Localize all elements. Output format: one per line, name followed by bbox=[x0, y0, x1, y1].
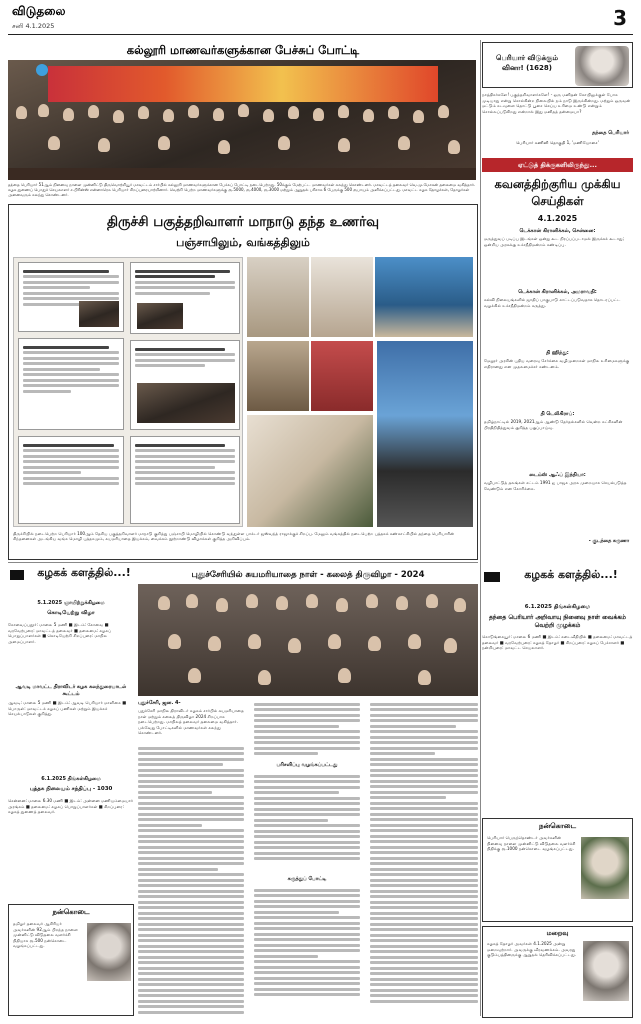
periyar-portrait bbox=[575, 46, 629, 86]
periyar-quote-box bbox=[482, 40, 633, 154]
news-item-source: தி ஹிந்து: bbox=[546, 350, 569, 356]
news-box-title: கவனத்திற்குரிய முக்கிய செய்திகள் bbox=[494, 177, 621, 208]
bookfair-photos bbox=[247, 257, 473, 527]
news-item-source: டெக்கான் கிரானிக்கல், அமராவதி: bbox=[518, 289, 597, 295]
lead-story bbox=[8, 40, 478, 200]
news-box-items bbox=[484, 228, 631, 536]
clipping-1 bbox=[18, 262, 124, 332]
news-item-source: டைம்ஸ் ஆஃப் இந்தியா: bbox=[529, 472, 586, 478]
news-item-text: தமிழ்நாட்டில் 2019, 2021ஆம் ஆண்டு தேர்தல்களில் வென்ற கட்சிகளின் பிரதிநிதித்துவம் குறித்த பகுப்பாய்வு. bbox=[484, 419, 623, 430]
conference-caption: திருச்சியில் நடைபெற்ற பெரியார் 100ஆம் தேசிய பகுத்தறிவாளர் மாநாடு குறித்து பஞ்சாபி மொழியில் கொண்டு வந்துள்ள பாக்டர் ஜஸ்வந்த் ராஜாக்குச் சிறப்பு. மேலும் வங்கத்தில் நடைபெற்ற புத்தகக் கண்காட்சியில் தந்தை பெரியாரின் சிந்தனைகள் அடங்கிய வங்க மொழி புத்தகமும், சுயமரியாதை இயக்கம், வைக்கம் நூற்றாண்டு விழாக்கள் குறித்த அறிவிப்பும். bbox=[13, 531, 455, 542]
donation-text: பெரியார் பெருந்தொண்டர் அவர்களின் நினைவு நாளை முன்னிட்டு விடுதலை வளர்ச்சி நிதிக்கு ரூ.1000 நன்கொடை வழங்கப்பட்டது. bbox=[487, 835, 576, 852]
kazhaga-right-event-text: கொடுங்கையூர்: மாலை 6 மணி ■ இடம்: கடைவீதியில் ■ தலைமை: மாவட்டத் தலைவர் ■ வரவேற்புரை: கழகத் தோழர் ■ சிறப்புரை: கழகப் பேச்சாளர் ■ நன்றியுரை: மாவட்ட செயலாளர். bbox=[482, 634, 633, 651]
periyar-quote-source: பெரியார் கணினி தொகுதி 1, 'மணியோசை' bbox=[516, 140, 599, 145]
news-item bbox=[484, 472, 631, 533]
kazhaga-right-event-title: தந்தை பெரியார் அறிவாயு நினைவு நாள் வைக்கம் வெற்றி முழக்கம் bbox=[488, 614, 627, 629]
puducherry-subhead-1: பரிசளிப்பு வழங்கப்பட்டது bbox=[276, 762, 338, 768]
kazhaga-left bbox=[8, 564, 134, 904]
kazhaga-right bbox=[482, 564, 633, 814]
donation-portrait bbox=[581, 837, 629, 899]
news-item bbox=[484, 289, 631, 350]
bookfair-photo-7 bbox=[377, 341, 473, 527]
news-item bbox=[484, 411, 631, 472]
obituary-box bbox=[482, 926, 633, 1018]
news-box-signature: - குடந்தை கருணா bbox=[588, 539, 629, 544]
lead-caption: தந்தை பெரியார் 51ஆம் நினைவு நாளை முன்னிட்டு திருவொற்றியூர் மாவட்டம் சார்பில் கல்லூரி மாணவர்களுக்கான பேச்சுப் போட்டி நடைபெற்றது. 50க்கும் மேற்பட்ட மாணவர்கள் கலந்து கொண்டனர். மாவட்டத் தலைவர் வெ.மு.மோகன் தலைமை வகித்தார். கழக துணைப் பொதுச் செயலாளர் ச.பிரின்ஸ் என்னாரெசு பெரியார் சிறப்புரையாற்றினார். வெற்றி பெற்ற மாணவர்களுக்கு ரூ.5000, ரூ.4000, ரூ.3000 மற்றும் ஆறுதல் பரிசாக 6 பேருக்கு 500 ரூபாயும் அளிக்கப்பட்டது. மாவட்ட கழக தோழர்கள், தோழர்கள் அனைவரும் கலந்து கொண்டனர். bbox=[8, 182, 476, 197]
news-item-text: மேலூர் அரசின் புதிய வரைவு சேர்க்கை வழிமுறைகள் மாநில உரிமைகளுக்கு எதிரானது என முதலமைச்சர் கண்டனம். bbox=[484, 358, 630, 369]
kazhaga-left-event1-date: 5.1.2025 ஞாயிற்றுக்கிழமை bbox=[37, 600, 105, 606]
flag-icon bbox=[10, 570, 24, 580]
news-item-text: கல்வி நிலையங்களில் ஜாதிப் பாகுபாடு காட்டப்படுவதாக தொடரப்பட்ட வழக்கில் உச்சநீதிமன்றம் கருத்து. bbox=[484, 297, 621, 308]
clipping-4 bbox=[130, 340, 240, 430]
clipping-5 bbox=[18, 436, 124, 524]
puducherry-body-col2c bbox=[254, 886, 360, 1008]
periyar-quote-label-box bbox=[482, 42, 633, 88]
puducherry-headline: புதுச்சேரியில் சுயமரியாதை நாள் - கலைத் திருவிழா - 2024 bbox=[191, 570, 425, 580]
clipping-6 bbox=[130, 436, 240, 524]
bookfair-photo-2 bbox=[311, 257, 373, 337]
lead-photo-stage bbox=[8, 168, 476, 180]
conference-headline: திருச்சி பகுத்தறிவாளர் மாநாடு தந்த உணர்வு bbox=[106, 214, 380, 230]
kazhaga-right-event-date: 6.1.2025 திங்கள்கிழமை bbox=[524, 604, 591, 610]
issue-date: சனி 4.1.2025 bbox=[12, 22, 55, 30]
puducherry-body-col2b bbox=[254, 772, 360, 868]
kazhaga-left-event2-text: ஆவடி: மாலை 5 மணி ■ இடம்: ஆவடி பெரியார் மாளிகை ■ பொருள்: மாவட்டக் கழகப் பணிகள் மற்றும் இயக்கச் செயல்பாடுகள் குறித்து. bbox=[8, 700, 127, 717]
conference-story bbox=[8, 204, 478, 560]
donation-box-right bbox=[482, 818, 633, 922]
bookfair-photo-1 bbox=[247, 257, 309, 337]
bookfair-photo-4 bbox=[247, 341, 309, 411]
periyar-quote-author: தந்தை பெரியார் bbox=[592, 130, 629, 136]
puducherry-dateline: புதுச்சேரி, ஜன. 4- bbox=[138, 700, 181, 706]
lead-photo bbox=[8, 60, 476, 180]
puducherry-photo-people bbox=[138, 584, 478, 696]
kazhaga-left-event3-date: 6.1.2025 திங்கள்கிழமை bbox=[41, 776, 101, 782]
kazhaga-right-title: கழகக் களத்தில்...! bbox=[524, 568, 618, 581]
bookfair-photo-3 bbox=[375, 257, 473, 337]
donation-portrait bbox=[87, 923, 131, 981]
periyar-quote-label: பெரியார் விடுக்கும் வினா! (1628) bbox=[496, 54, 558, 72]
puducherry-body-col1-lines bbox=[138, 744, 244, 1008]
section-rule bbox=[8, 562, 478, 563]
lead-photo-balloons bbox=[36, 64, 48, 76]
news-item bbox=[484, 350, 631, 411]
news-item-source: தி டெலிகிராப்: bbox=[540, 411, 575, 417]
donation-text: தமிழர் தலைவர் ஆசிரியர் அவர்களின் 92ஆம் பிறந்த நாளை முன்னிட்டு விடுதலை வளர்ச்சி நிதியாக ரூ.500 நன்கொடை வழங்கப்பட்டது. bbox=[13, 921, 78, 949]
news-item-text: மருத்துவப் படிப்பு இடங்கள் ஒன்று கூட நிரப்பப்படாமல் இருக்கக் கூடாது; ஒன்றிய அரசுக்கு உச்சநீதிமன்றம் கண்டிப்பு. bbox=[484, 236, 625, 247]
kazhaga-left-event1-text: கோவைப்புதூர்: மாலை 5 மணி ■ இடம்: கோவை ■ வரவேற்புரை: மாவட்டத் தலைவர் ■ தலைமை: கழகப் பொறுப்பாளர்கள் ■ கொடியேற்றி சிறப்புரை: மாநில அமைப்பாளர். bbox=[8, 622, 112, 644]
obituary-portrait bbox=[583, 941, 629, 1001]
news-item bbox=[484, 228, 631, 289]
page-number: 3 bbox=[613, 6, 627, 30]
clipping-3 bbox=[18, 338, 124, 430]
periyar-quote-text: நாத்திகர்களே! பகுத்தறிவாளர்களே! - ஒரு மனிதன் கோயிலுக்குள் போக முடியாது என்று சொல்கின்ற நிலையில் நம் நாடு இருக்கின்றது. மற்றும் ஒருவன் மட்டும் கடவுளை தொட்டு பூசை செய்ய உரிமை உண்டு என்றும் சொல்லப்படுகிறது என்றால் இது மனிதத் தன்மையா? bbox=[482, 92, 631, 114]
flag-icon bbox=[484, 572, 500, 582]
kazhaga-left-title: கழகக் களத்தில்...! bbox=[37, 566, 131, 579]
puducherry-story bbox=[138, 564, 478, 1016]
news-item-text: வழிபாட்டுத் தலங்கள் சட்டம் 1991 ஐ பாஜக அரசு முறையாக செயல்படுத்த வேண்டும் என கோரிக்கை. bbox=[484, 480, 627, 491]
column-rule bbox=[480, 40, 481, 1016]
puducherry-body-col3 bbox=[370, 700, 478, 1008]
lead-headline: கல்லூரி மாணவர்களுக்கான பேச்சுப் போட்டி bbox=[126, 43, 360, 57]
obituary-text: கழகத் தோழர் அவர்கள் 4.1.2025 அன்று மறைவுற்றார். அவருக்கு வீரவணக்கம். அவரது குடும்பத்தினருக்கு ஆறுதல் தெரிவிக்கப்பட்டது. bbox=[487, 941, 577, 958]
news-box-date: 4.1.2025 bbox=[537, 214, 578, 223]
donation-box-left bbox=[8, 904, 134, 1016]
masthead-rule bbox=[8, 34, 633, 35]
lead-photo-banner bbox=[48, 66, 438, 102]
clipping-2 bbox=[130, 262, 240, 334]
bookfair-photo-6 bbox=[247, 415, 373, 527]
puducherry-body-col1: புதுச்சேரி மாநில திராவிடர் கழகம் சார்பில் சுயமரியாதை நாள் மற்றும் கலைத் திருவிழா 2024 சிறப்பாக நடைபெற்றது. மாநிலத் தலைவர் தலைமை வகித்தார். பல்வேறு போட்டிகளில் மாணவர்கள் கலந்து கொண்டனர். bbox=[138, 708, 244, 736]
conference-subhead: பஞ்சாபிலும், வங்கத்திலும் bbox=[176, 236, 310, 249]
puducherry-photo bbox=[138, 584, 478, 696]
news-box bbox=[482, 158, 633, 550]
donation-title: நன்கொடை bbox=[52, 908, 90, 916]
obituary-title: மறைவு bbox=[546, 929, 569, 937]
kazhaga-left-event1-title: கொடியேற்று விழா bbox=[47, 610, 95, 616]
bookfair-photo-5 bbox=[311, 341, 373, 411]
donation-title: நன்கொடை bbox=[538, 822, 577, 830]
kazhaga-left-event2-title: ஆவடி மாவட்ட திராவிடர் கழக கலந்துரையாடல் கூட்டம் bbox=[15, 684, 127, 697]
paper-name: விடுதலை bbox=[12, 4, 66, 18]
kazhaga-left-event3-title: புத்தக நிலையம் சந்திப்பு - 1030 bbox=[29, 786, 113, 792]
news-item-source: டெக்கான் கிரானிக்கல், சென்னை: bbox=[519, 228, 596, 234]
clipping-collage bbox=[13, 257, 243, 527]
masthead bbox=[0, 0, 641, 40]
kazhaga-left-event3-text: சென்னை: மாலை 6.30 மணி ■ இடம்: அன்னை மணியம்மையார் அரங்கம் ■ தலைமை: கழகப் பொறுப்பாளர்கள் ■ சிறப்புரை: கழகத் துணைத் தலைவர். bbox=[8, 798, 134, 815]
puducherry-subhead-2: கருத்துப் போட்டி bbox=[287, 876, 327, 882]
news-box-banner: ஏட்டுத் திக்குகளிலிருந்து... bbox=[482, 158, 633, 172]
